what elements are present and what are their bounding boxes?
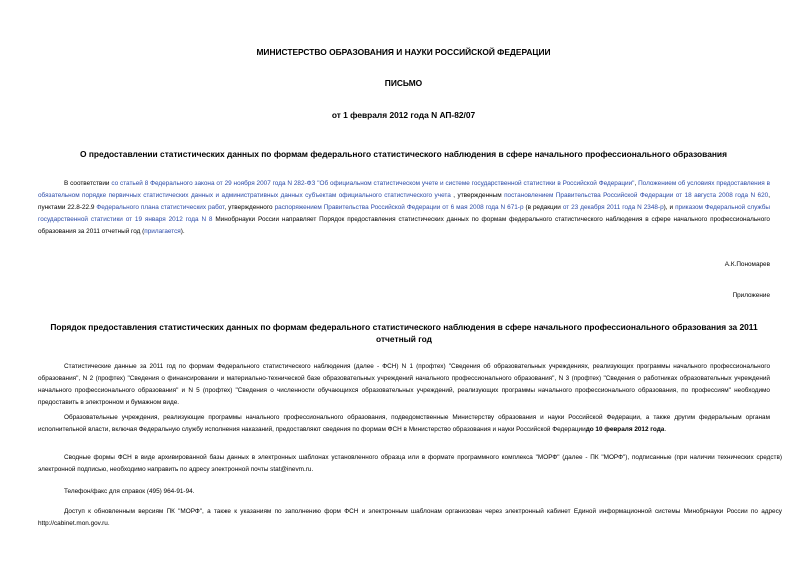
institutions-text: Образовательные учреждения, реализующие программы начального профессионального образования, подведомственные Министерству образования и науки Российской Федерации, а также другим федеральным органам исполнительной власти, включая Федеральную службу исполнения наказаний, предоставляют сведения по формам ФСН в Министерство образования и науки Российской Федерации xyxy=(38,414,770,433)
amendment-link[interactable]: от 23 декабря 2011 года N 2348-р xyxy=(562,204,664,211)
intro-text: В соответствии xyxy=(64,180,112,187)
intro-text: , утвержденным xyxy=(450,192,505,199)
intro-paragraph xyxy=(38,178,770,238)
signature: А.К.Пономарев xyxy=(724,261,770,268)
intro-text: ), и xyxy=(663,204,676,211)
access-paragraph: Доступ к обновленным версиям ПК "МОРФ", а также к указаниям по заполнению форм ФСН и электронным шаблонам организован через электронный кабинет Единой информационной системы Минобрнауки России по адресу http://cabinet.mon.gov.ru. xyxy=(38,508,782,527)
doc-type-heading: ПИСЬМО xyxy=(384,78,423,88)
intro-text: Минобрнауки России направляет Порядок предоставления статистических данных по формам федерального статистического наблюдения в сфере начального профессионального образования за 2011 отчетный год ( xyxy=(38,216,770,235)
decree-link[interactable]: постановлением Правительства Российской Федерации от 18 августа 2008 года N 620 xyxy=(504,192,769,199)
intro-text: (в редакции xyxy=(523,204,563,211)
stat-plan-link[interactable]: Федерального плана статистических работ xyxy=(96,204,225,211)
subject-heading: О предоставлении статистических данных по формам федерального статистического наблюдения в сфере начального профессионального образования xyxy=(80,149,727,159)
attachment-link[interactable]: прилагается xyxy=(144,228,181,235)
appendix-title: Порядок предоставления статистических данных по формам федерального статистического наблюдения в сфере начального профессионального образования за 2011 отчетный год xyxy=(50,322,758,344)
institutions-text-end: . xyxy=(664,426,667,433)
intro-text: ). xyxy=(180,228,185,235)
rosstat-order-link[interactable]: приказом Федеральной службы государственной статистики от 19 января 2012 года N 8 xyxy=(38,204,771,223)
appendix-label: Приложение xyxy=(732,292,770,299)
submission-paragraph: Сводные формы ФСН в виде архивированной базы данных в электронных шаблонах установленного образца или в формате программного комплекса "МОРФ" (далее - ПК "МОРФ"), подписанные (при наличии технических средств) электронной подписью, необходимо направить по адресу электронной почты stat@inevm.ru. xyxy=(38,454,782,473)
date-number-heading: от 1 февраля 2012 года N АП-82/07 xyxy=(331,110,476,120)
intro-text: , пунктами 22.8-22.9 xyxy=(38,192,771,211)
forms-paragraph: Статистические данные за 2011 год по формам Федерального статистического наблюдения (далее - ФСН) N 1 (профтех) "Сведения об образовательных учреждениях, реализующих программы начального профессионального образования", N 2 (профтех) "Сведения о финансировании и материально-технической базе образовательных учреждений начального профессионального образования", N 3 (профтех) "Сведения о работниках образовательных учреждений начального профессионального образования" и N 5 (профтех) "Сведения о численности обучающихся образовательных учреждений, реализующих программы начального профессионального образования, по профессиям" необходимо предоставить в электронном и бумажном виде. xyxy=(38,363,770,406)
law-link[interactable]: со статьей 8 Федерального закона от 29 ноября 2007 года N 282-ФЗ "Об официальном статистическом учете и системе государственной статистики в Российской Федерации" xyxy=(111,180,635,187)
ministry-heading: МИНИСТЕРСТВО ОБРАЗОВАНИЯ И НАУКИ РОССИЙСКОЙ ФЕДЕРАЦИИ xyxy=(256,47,551,57)
intro-text: , xyxy=(634,180,639,187)
intro-text: , утвержденного xyxy=(224,204,275,211)
deadline-text: до 10 февраля 2012 года xyxy=(585,426,665,433)
phone-paragraph: Телефон/факс для справок (495) 964-91-94. xyxy=(64,488,195,495)
order-link[interactable]: распоряжением Правительства Российской Федерации от 6 мая 2008 года N 671-р xyxy=(274,204,524,211)
regulation-link[interactable]: Положением об условиях предоставления в обязательном порядке первичных статистических данных и административных данных субъектам официального статистического учета xyxy=(38,180,770,199)
institutions-paragraph xyxy=(38,412,770,436)
